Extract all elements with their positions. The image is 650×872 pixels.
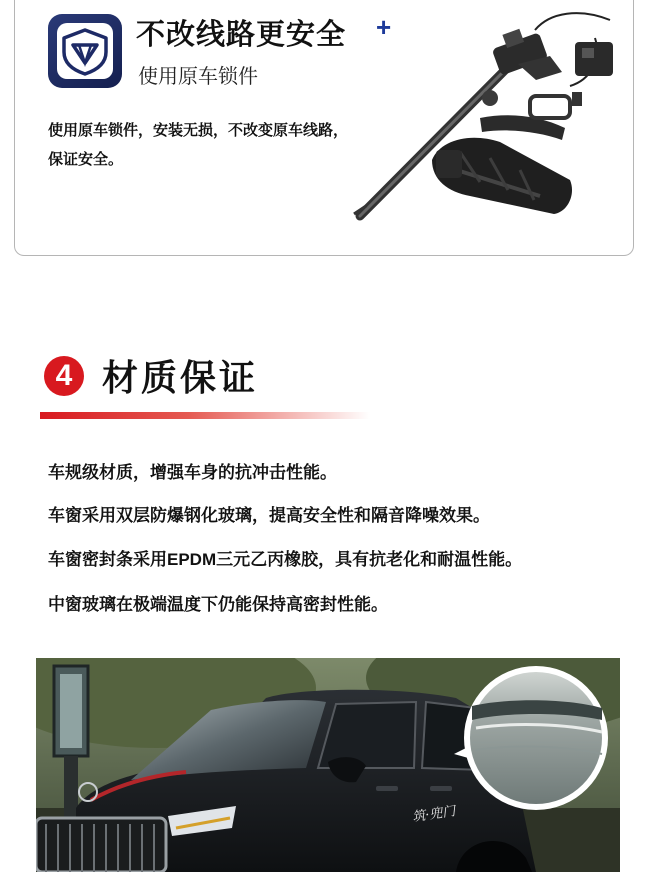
plus-icon: +: [376, 12, 392, 42]
card-description-line: 保证安全。: [48, 151, 124, 168]
door-lock-parts-image: [340, 0, 620, 240]
card-title: 不改线路更安全: [136, 19, 347, 51]
card-description: [48, 116, 388, 174]
section-number-badge: 4: [44, 356, 84, 396]
card-subtitle: 使用原车锁件: [138, 66, 258, 88]
feature-item: 中窗玻璃在极端温度下仍能保持高密封性能。: [48, 595, 388, 614]
feature-item: 车窗密封条采用EPDM三元乙丙橡胶，具有抗老化和耐温性能。: [48, 550, 523, 569]
van-photo: [36, 658, 620, 872]
door-lettering: 筑·兜门: [411, 804, 457, 826]
section-underline: [40, 412, 370, 419]
shield-diamond-icon: [57, 23, 113, 79]
feature-item: 车规级材质，增强车身的抗冲击性能。: [48, 463, 337, 482]
feature-item: 车窗采用双层防爆钢化玻璃，提高安全性和隔音降噪效果。: [48, 506, 490, 525]
section-title: 材质保证: [102, 357, 259, 398]
card-description-line: 使用原车锁件，安装无损，不改变原车线路，: [48, 122, 349, 139]
brand-logo: [48, 14, 122, 88]
